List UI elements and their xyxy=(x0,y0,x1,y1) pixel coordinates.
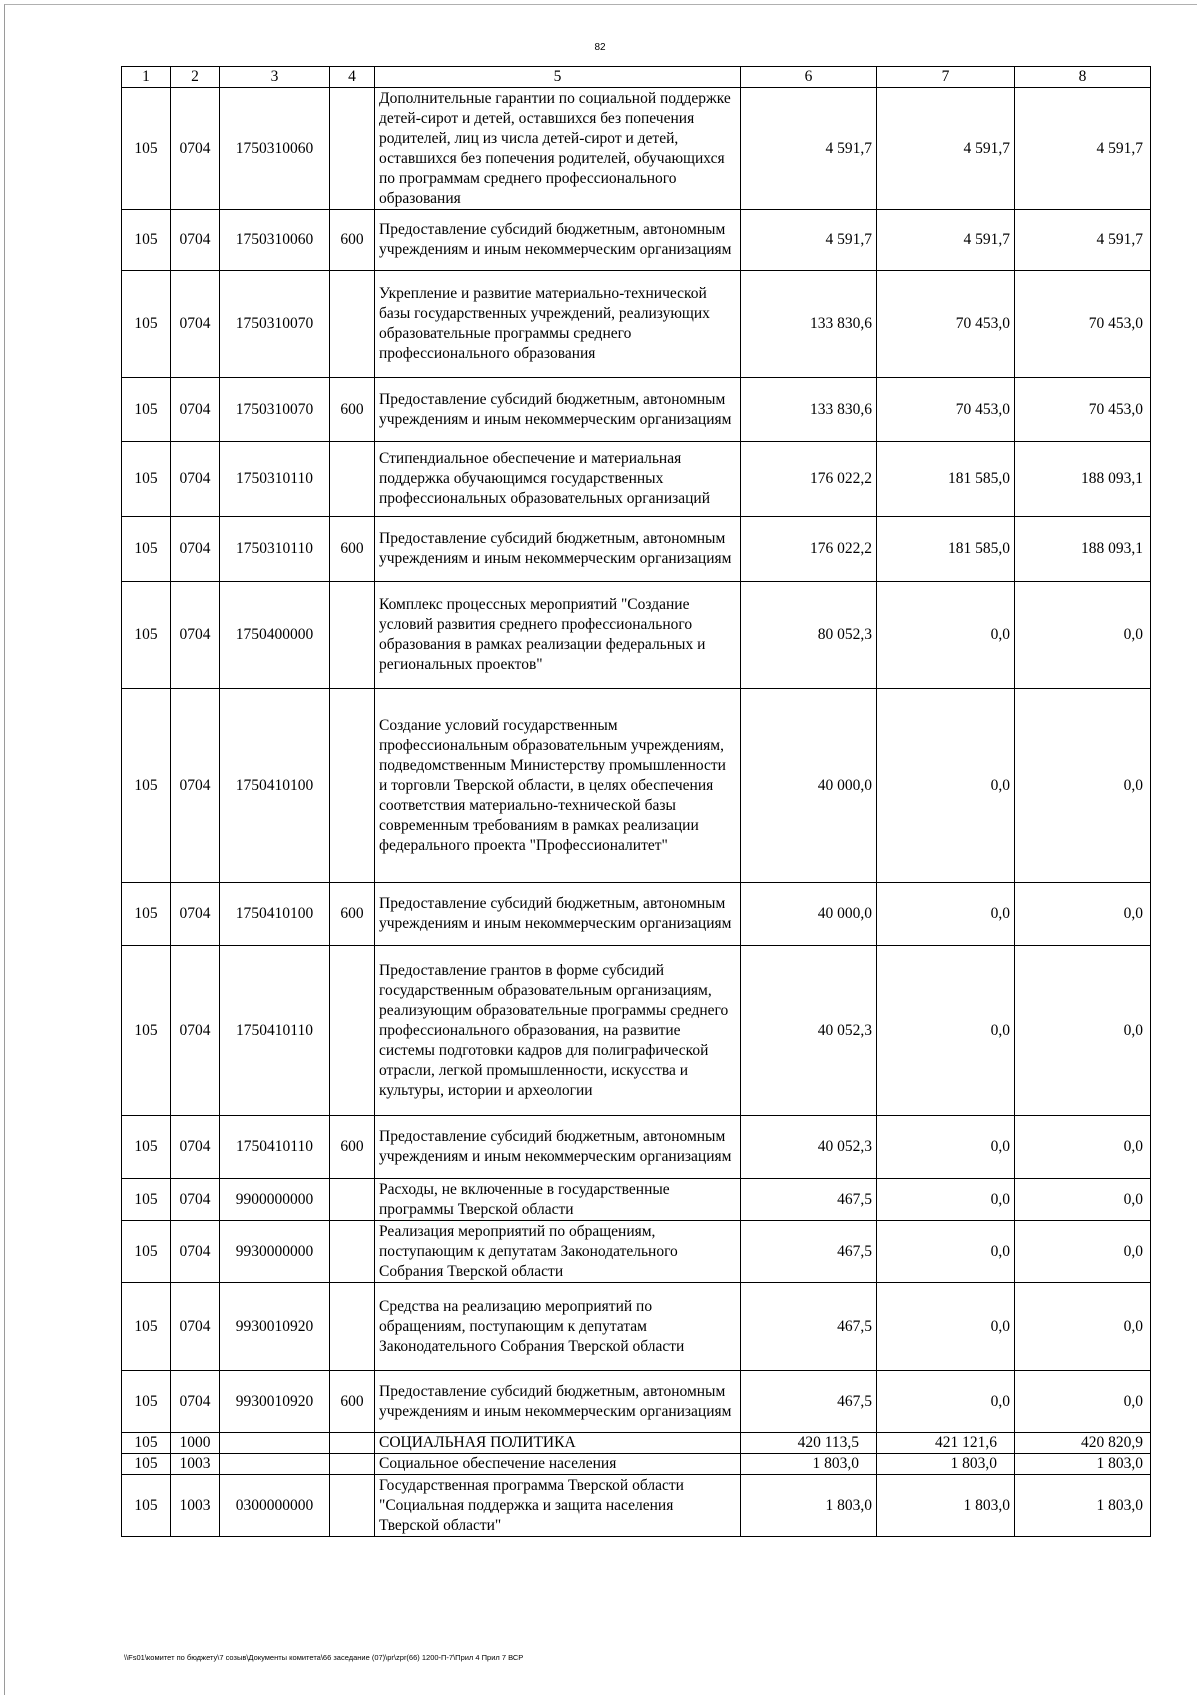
cell-description: Предоставление субсидий бюджетным, автономным учреждениям и иным некоммерческим организациям xyxy=(375,378,741,442)
cell-admin-code: 105 xyxy=(122,689,171,883)
cell-section-code: 0704 xyxy=(171,689,220,883)
cell-amount-1: 40 000,0 xyxy=(741,689,877,883)
cell-amount-1: 4 591,7 xyxy=(741,210,877,271)
cell-target-code: 1750310110 xyxy=(220,442,330,517)
cell-admin-code: 105 xyxy=(122,442,171,517)
cell-admin-code: 105 xyxy=(122,883,171,946)
cell-target-code: 1750400000 xyxy=(220,582,330,689)
cell-description: Стипендиальное обеспечение и материальная поддержка обучающимся государственных профессиональных образовательных организаций xyxy=(375,442,741,517)
cell-amount-1: 4 591,7 xyxy=(741,88,877,210)
cell-amount-2: 70 453,0 xyxy=(877,378,1015,442)
cell-expense-type xyxy=(330,442,375,517)
cell-expense-type: 600 xyxy=(330,378,375,442)
cell-amount-3: 0,0 xyxy=(1015,883,1151,946)
cell-section-code: 0704 xyxy=(171,582,220,689)
cell-amount-2: 181 585,0 xyxy=(877,442,1015,517)
cell-description: Укрепление и развитие материально-технической базы государственных учреждений, реализующих образовательные программы среднего профессионального образования xyxy=(375,271,741,378)
table-row xyxy=(122,689,1151,883)
cell-amount-1: 80 052,3 xyxy=(741,582,877,689)
cell-amount-2: 0,0 xyxy=(877,1221,1015,1283)
table-row xyxy=(122,517,1151,582)
cell-target-code: 0300000000 xyxy=(220,1475,330,1537)
cell-amount-1: 176 022,2 xyxy=(741,517,877,582)
cell-description: Предоставление субсидий бюджетным, автономным учреждениям и иным некоммерческим организациям xyxy=(375,1116,741,1179)
cell-amount-2: 421 121,6 xyxy=(877,1433,1015,1454)
cell-expense-type xyxy=(330,271,375,378)
cell-expense-type: 600 xyxy=(330,517,375,582)
table-row xyxy=(122,1221,1151,1283)
cell-section-code: 1003 xyxy=(171,1454,220,1475)
cell-expense-type xyxy=(330,88,375,210)
cell-amount-2: 0,0 xyxy=(877,946,1015,1116)
cell-section-code: 1000 xyxy=(171,1433,220,1454)
cell-description: Создание условий государственным профессиональным образовательным учреждениям, подведомственным Министерству промышленности и торговли Тверской области, в целях обеспечения соответствия материально-технической базы современным требованиям в рамках реализации федерального проекта "Профессионалитет" xyxy=(375,689,741,883)
cell-amount-1: 133 830,6 xyxy=(741,271,877,378)
cell-target-code xyxy=(220,1454,330,1475)
column-header: 8 xyxy=(1015,67,1151,88)
cell-description: Дополнительные гарантии по социальной поддержке детей-сирот и детей, оставшихся без попечения родителей, лиц из числа детей-сирот и детей, оставшихся без попечения родителей, обучающихся по программам среднего профессионального образования xyxy=(375,88,741,210)
table-row xyxy=(122,1116,1151,1179)
cell-amount-2: 181 585,0 xyxy=(877,517,1015,582)
cell-target-code: 1750310060 xyxy=(220,88,330,210)
column-header: 2 xyxy=(171,67,220,88)
cell-description: Предоставление субсидий бюджетным, автономным учреждениям и иным некоммерческим организациям xyxy=(375,883,741,946)
cell-expense-type xyxy=(330,1433,375,1454)
cell-admin-code: 105 xyxy=(122,1433,171,1454)
cell-amount-3: 0,0 xyxy=(1015,1116,1151,1179)
cell-amount-3: 0,0 xyxy=(1015,1283,1151,1371)
cell-amount-2: 70 453,0 xyxy=(877,271,1015,378)
table-row xyxy=(122,1475,1151,1537)
column-header: 4 xyxy=(330,67,375,88)
cell-amount-1: 40 000,0 xyxy=(741,883,877,946)
cell-target-code: 1750310070 xyxy=(220,271,330,378)
cell-amount-3: 0,0 xyxy=(1015,1179,1151,1221)
cell-section-code: 0704 xyxy=(171,271,220,378)
cell-expense-type xyxy=(330,582,375,689)
cell-amount-3: 0,0 xyxy=(1015,946,1151,1116)
cell-amount-1: 1 803,0 xyxy=(741,1454,877,1475)
cell-description: Реализация мероприятий по обращениям, поступающим к депутатам Законодательного Собрания Тверской области xyxy=(375,1221,741,1283)
column-header: 1 xyxy=(122,67,171,88)
cell-admin-code: 105 xyxy=(122,1221,171,1283)
cell-admin-code: 105 xyxy=(122,271,171,378)
cell-admin-code: 105 xyxy=(122,1283,171,1371)
cell-target-code: 9900000000 xyxy=(220,1179,330,1221)
table-row xyxy=(122,946,1151,1116)
cell-amount-2: 0,0 xyxy=(877,883,1015,946)
cell-description: Средства на реализацию мероприятий по обращениям, поступающим к депутатам Законодательного Собрания Тверской области xyxy=(375,1283,741,1371)
cell-expense-type: 600 xyxy=(330,1371,375,1433)
cell-admin-code: 105 xyxy=(122,1179,171,1221)
column-header: 5 xyxy=(375,67,741,88)
cell-amount-3: 1 803,0 xyxy=(1015,1475,1151,1537)
table-row xyxy=(122,1371,1151,1433)
cell-amount-3: 4 591,7 xyxy=(1015,210,1151,271)
cell-expense-type xyxy=(330,1179,375,1221)
cell-admin-code: 105 xyxy=(122,1475,171,1537)
column-header: 6 xyxy=(741,67,877,88)
cell-admin-code: 105 xyxy=(122,1116,171,1179)
cell-expense-type: 600 xyxy=(330,1116,375,1179)
cell-amount-3: 188 093,1 xyxy=(1015,442,1151,517)
cell-section-code: 0704 xyxy=(171,88,220,210)
cell-expense-type xyxy=(330,689,375,883)
cell-section-code: 0704 xyxy=(171,442,220,517)
header-row xyxy=(122,67,1151,88)
cell-amount-1: 176 022,2 xyxy=(741,442,877,517)
budget-table xyxy=(121,66,1151,1537)
cell-target-code: 1750310110 xyxy=(220,517,330,582)
cell-target-code: 1750310060 xyxy=(220,210,330,271)
cell-amount-1: 40 052,3 xyxy=(741,946,877,1116)
footer-file-path: \\Fs01\комитет по бюджету\7 созыв\Документы комитета\66 заседание (07)\pr\zpr(66) 1200-П-7\Прил 4 Прил 7 ВСР xyxy=(124,1653,524,1662)
cell-expense-type xyxy=(330,1475,375,1537)
table-row xyxy=(122,582,1151,689)
cell-amount-3: 188 093,1 xyxy=(1015,517,1151,582)
cell-amount-1: 40 052,3 xyxy=(741,1116,877,1179)
cell-amount-3: 1 803,0 xyxy=(1015,1454,1151,1475)
cell-admin-code: 105 xyxy=(122,582,171,689)
cell-section-code: 0704 xyxy=(171,1371,220,1433)
cell-amount-1: 467,5 xyxy=(741,1221,877,1283)
cell-description: Предоставление субсидий бюджетным, автономным учреждениям и иным некоммерческим организациям xyxy=(375,210,741,271)
cell-amount-1: 133 830,6 xyxy=(741,378,877,442)
cell-amount-3: 420 820,9 xyxy=(1015,1433,1151,1454)
table-row xyxy=(122,271,1151,378)
cell-target-code: 9930010920 xyxy=(220,1283,330,1371)
table-row xyxy=(122,1283,1151,1371)
cell-expense-type xyxy=(330,1454,375,1475)
cell-amount-3: 0,0 xyxy=(1015,582,1151,689)
cell-expense-type xyxy=(330,1221,375,1283)
cell-admin-code: 105 xyxy=(122,517,171,582)
cell-section-code: 0704 xyxy=(171,1116,220,1179)
cell-amount-1: 467,5 xyxy=(741,1283,877,1371)
cell-description: Социальное обеспечение населения xyxy=(375,1454,741,1475)
cell-admin-code: 105 xyxy=(122,88,171,210)
cell-description: Государственная программа Тверской области "Социальная поддержка и защита населения Тверской области" xyxy=(375,1475,741,1537)
cell-admin-code: 105 xyxy=(122,1371,171,1433)
cell-section-code: 0704 xyxy=(171,517,220,582)
cell-amount-2: 4 591,7 xyxy=(877,210,1015,271)
cell-amount-2: 0,0 xyxy=(877,1116,1015,1179)
page-number: 82 xyxy=(594,42,606,53)
cell-amount-1: 1 803,0 xyxy=(741,1475,877,1537)
table-row xyxy=(122,1179,1151,1221)
cell-target-code: 9930000000 xyxy=(220,1221,330,1283)
cell-expense-type xyxy=(330,1283,375,1371)
cell-section-code: 0704 xyxy=(171,1283,220,1371)
cell-target-code: 1750410100 xyxy=(220,689,330,883)
cell-admin-code: 105 xyxy=(122,210,171,271)
cell-amount-2: 1 803,0 xyxy=(877,1454,1015,1475)
table-row xyxy=(122,1433,1151,1454)
cell-expense-type: 600 xyxy=(330,210,375,271)
cell-section-code: 0704 xyxy=(171,946,220,1116)
cell-target-code: 1750410100 xyxy=(220,883,330,946)
cell-amount-3: 0,0 xyxy=(1015,689,1151,883)
cell-target-code: 9930010920 xyxy=(220,1371,330,1433)
cell-amount-3: 70 453,0 xyxy=(1015,378,1151,442)
cell-amount-2: 0,0 xyxy=(877,1283,1015,1371)
table-row xyxy=(122,378,1151,442)
cell-section-code: 1003 xyxy=(171,1475,220,1537)
table-row xyxy=(122,210,1151,271)
cell-target-code: 1750410110 xyxy=(220,946,330,1116)
cell-description: Предоставление грантов в форме субсидий государственным образовательным организациям, реализующим образовательные программы среднего профессионального образования, на развитие системы подготовки кадров для полиграфической отрасли, легкой промышленности, искусства и культуры, истории и археологии xyxy=(375,946,741,1116)
cell-amount-1: 420 113,5 xyxy=(741,1433,877,1454)
cell-description: СОЦИАЛЬНАЯ ПОЛИТИКА xyxy=(375,1433,741,1454)
table-row xyxy=(122,1454,1151,1475)
cell-expense-type: 600 xyxy=(330,883,375,946)
column-header: 3 xyxy=(220,67,330,88)
cell-amount-2: 1 803,0 xyxy=(877,1475,1015,1537)
cell-description: Расходы, не включенные в государственные программы Тверской области xyxy=(375,1179,741,1221)
cell-amount-3: 4 591,7 xyxy=(1015,88,1151,210)
cell-description: Комплекс процессных мероприятий "Создание условий развития среднего профессионального образования в рамках реализации федеральных и региональных проектов" xyxy=(375,582,741,689)
table-row xyxy=(122,88,1151,210)
cell-description: Предоставление субсидий бюджетным, автономным учреждениям и иным некоммерческим организациям xyxy=(375,517,741,582)
cell-amount-1: 467,5 xyxy=(741,1179,877,1221)
table-row xyxy=(122,442,1151,517)
cell-section-code: 0704 xyxy=(171,378,220,442)
cell-admin-code: 105 xyxy=(122,946,171,1116)
cell-expense-type xyxy=(330,946,375,1116)
cell-amount-3: 0,0 xyxy=(1015,1221,1151,1283)
cell-amount-2: 0,0 xyxy=(877,1371,1015,1433)
cell-admin-code: 105 xyxy=(122,1454,171,1475)
table-row xyxy=(122,883,1151,946)
cell-section-code: 0704 xyxy=(171,1179,220,1221)
cell-target-code: 1750410110 xyxy=(220,1116,330,1179)
cell-section-code: 0704 xyxy=(171,210,220,271)
cell-amount-2: 0,0 xyxy=(877,582,1015,689)
cell-amount-3: 70 453,0 xyxy=(1015,271,1151,378)
cell-description: Предоставление субсидий бюджетным, автономным учреждениям и иным некоммерческим организациям xyxy=(375,1371,741,1433)
cell-amount-2: 0,0 xyxy=(877,689,1015,883)
cell-amount-2: 0,0 xyxy=(877,1179,1015,1221)
cell-amount-1: 467,5 xyxy=(741,1371,877,1433)
cell-target-code: 1750310070 xyxy=(220,378,330,442)
cell-section-code: 0704 xyxy=(171,1221,220,1283)
cell-target-code xyxy=(220,1433,330,1454)
cell-admin-code: 105 xyxy=(122,378,171,442)
cell-amount-2: 4 591,7 xyxy=(877,88,1015,210)
cell-amount-3: 0,0 xyxy=(1015,1371,1151,1433)
cell-section-code: 0704 xyxy=(171,883,220,946)
column-header: 7 xyxy=(877,67,1015,88)
